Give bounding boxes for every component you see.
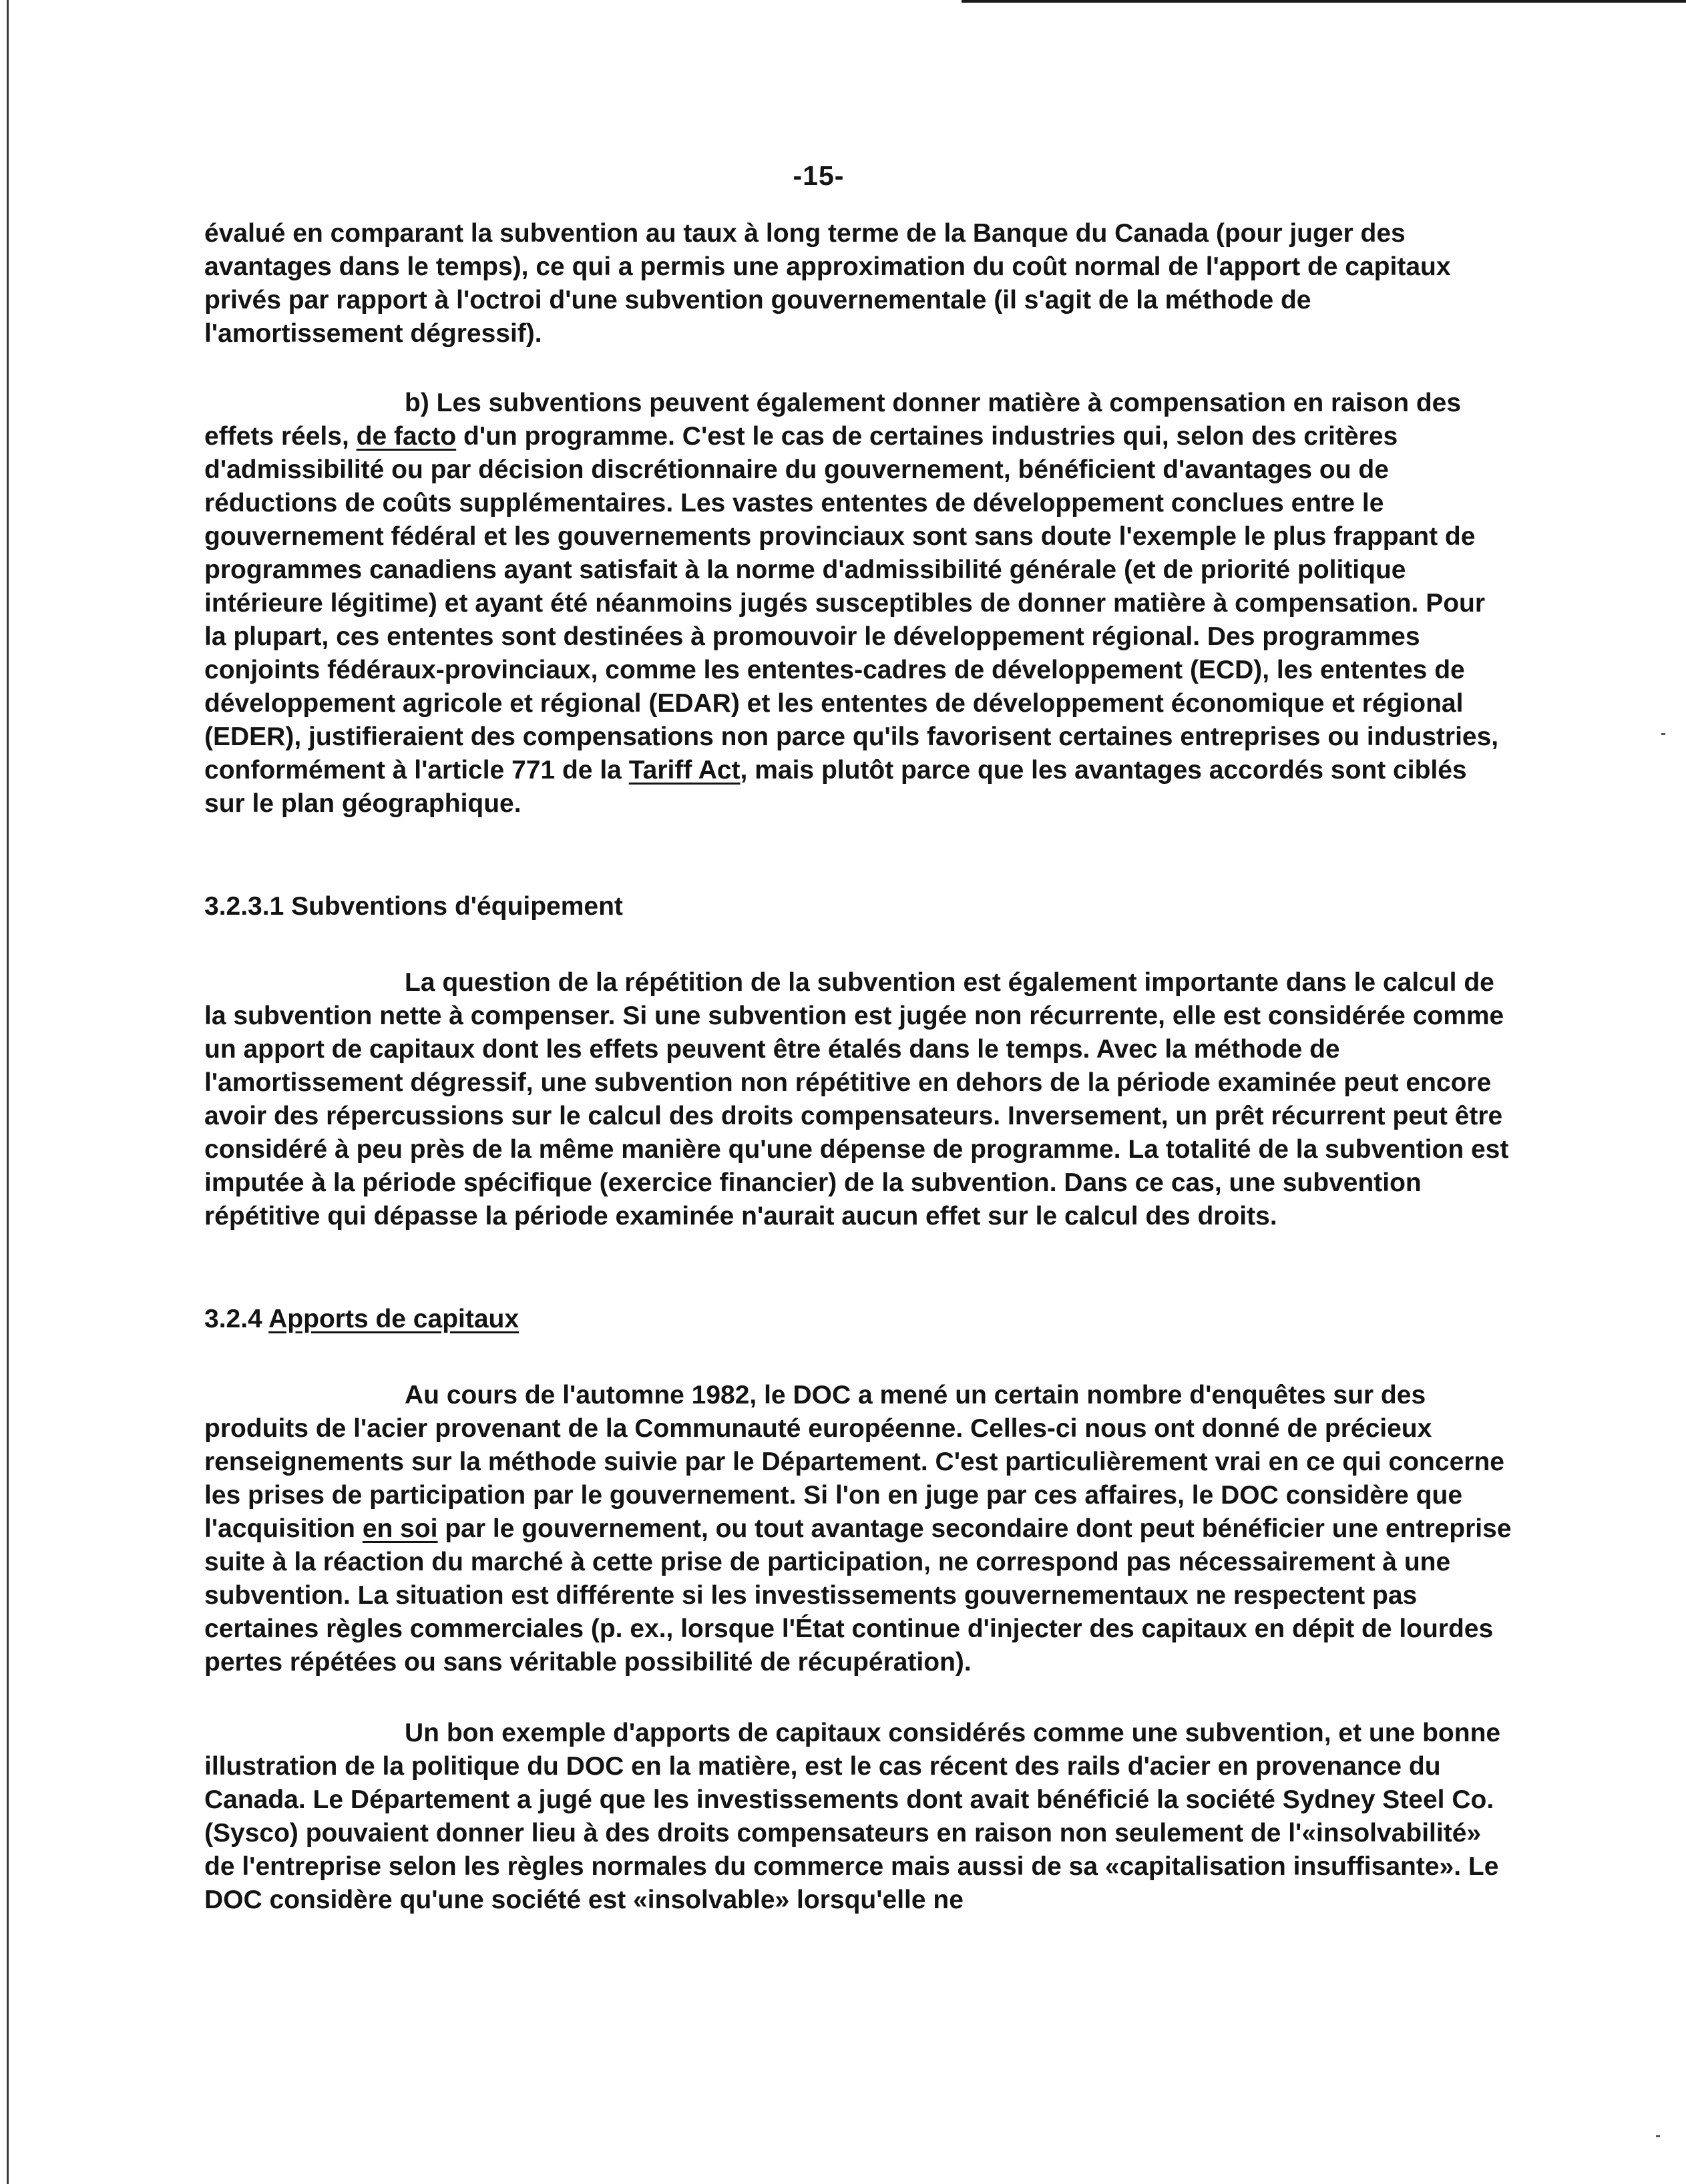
scan-speck <box>1661 733 1665 735</box>
document-page <box>204 160 1513 1917</box>
underlined-term-en-soi: en soi <box>362 1514 438 1543</box>
paragraph-continuation: évalué en comparant la subvention au taux à long terme de la Banque du Canada (pour juger des avantages dans le temps), ce qui a permis une approximation du coût normal de l'apport de capitaux privés par rapport à l'octroi d'une subvention gouvernementale (il s'agit de la méthode de l'amortissement dégressif). <box>204 219 1451 348</box>
text-run: , mais plutôt parce que les avantages accordés sont ciblés sur le plan géographique. <box>204 756 1467 818</box>
page-number: -15- <box>793 160 845 191</box>
text-run: d'un programme. C'est le cas de certaines industries qui, selon des critères d'admissibilité ou par décision discrétionnaire du gouvernement, bénéficient d'avantages ou de réductions de coûts supplémentaires. Les vastes ententes de développement conclues entre le gouvernement fédéral et les gouvernements provinciaux sont sans doute l'exemple le plus frappant de programmes canadiens ayant satisfait à la norme d'admissibilité générale (et de priorité politique intérieure légitime) et ayant été néanmoins jugés susceptibles de donner matière à compensation. Pour la plupart, ces ententes sont destinées à promouvoir le développement régional. Des programmes conjoints fédéraux-provinciaux, comme les ententes-cadres de développement (ECD), les ententes de développement agricole et régional (EDAR) et les ententes de développement économique et régional (EDER), justifieraient des compensations non parce qu'ils favorisent certaines entreprises ou industries, conformément à l'article 771 de la <box>204 422 1499 785</box>
text-run: Au cours de l'automne 1982, le DOC a mené un certain nombre d'enquêtes sur des produits de l'acier provenant de la Communauté européenne. Celles-ci nous ont donné de précieux renseignements sur la méthode suivie par le Département. C'est particulièrement vrai en ce qui concerne les prises de participation par le gouvernement. Si l'on en juge par ces affaires, le DOC considère que l'acquisition <box>204 1381 1504 1543</box>
underlined-term-de-facto: de facto <box>356 422 457 451</box>
text-run: par le gouvernement, ou tout avantage secondaire dont peut bénéficier une entreprise suite à la réaction du marché à cette prise de participation, ne correspond pas nécessairement à une subvention. La situation est différente si les investissements gouvernementaux ne respectent pas certaines règles commerciales (p. ex., lorsque l'État continue d'injecter des capitaux en dépit de lourdes pertes répétées ou sans véritable possibilité de récupération). <box>204 1514 1512 1677</box>
scan-edge-top <box>962 0 1686 3</box>
paragraph-de-facto <box>204 387 1513 821</box>
section-heading-apports-capitaux <box>204 1303 1513 1336</box>
scan-speck <box>1656 2135 1660 2137</box>
scan-edge-left <box>7 0 9 2184</box>
section-number: 3.2.4 <box>204 1305 269 1333</box>
text-run: Un bon exemple d'apports de capitaux considérés comme une subvention, et une bonne illustration de la politique du DOC en la matière, est le cas récent des rails d'acier en provenance du Canada. Le Département a jugé que les investissements dont avait bénéficié la société Sydney Steel Co. (Sysco) pouvaient donner lieu à des droits compensateurs en raison non seulement de l'«insolvabilité» de l'entreprise selon les règles normales du commerce mais aussi de sa «capitalisation insuffisante». Le DOC considère qu'une société est «insolvable» lorsqu'elle ne <box>204 1719 1501 1914</box>
underlined-term-tariff-act: Tariff Act <box>628 756 741 785</box>
paragraph-automne-1982 <box>204 1379 1513 1679</box>
section-heading-subventions-equipement: 3.2.3.1 Subventions d'équipement <box>204 892 623 921</box>
section-title: Apports de capitaux <box>268 1305 519 1333</box>
text-run: b) Les subventions peuvent également donner matière à compensation en raison des effets réels, <box>204 389 1462 451</box>
text-run: La question de la répétition de la subvention est également importante dans le calcul de la subvention nette à compenser. Si une subvention est jugée non récurrente, elle est considérée comme un apport de capitaux dont les effets peuvent être étalés dans le temps. Avec la méthode de l'amortissement dégressif, une subvention non répétitive en dehors de la période examinée peut encore avoir des répercussions sur le calcul des droits compensateurs. Inversement, un prêt récurrent peut être considéré à peu près de la même manière qu'une dépense de programme. La totalité de la subvention est imputée à la période spécifique (exercice financier) de la subvention. Dans ce cas, une subvention répétitive qui dépasse la période examinée n'aurait aucun effet sur le calcul des droits. <box>204 968 1509 1231</box>
paragraph-repetition <box>204 966 1513 1233</box>
paragraph-sysco <box>204 1717 1513 1917</box>
